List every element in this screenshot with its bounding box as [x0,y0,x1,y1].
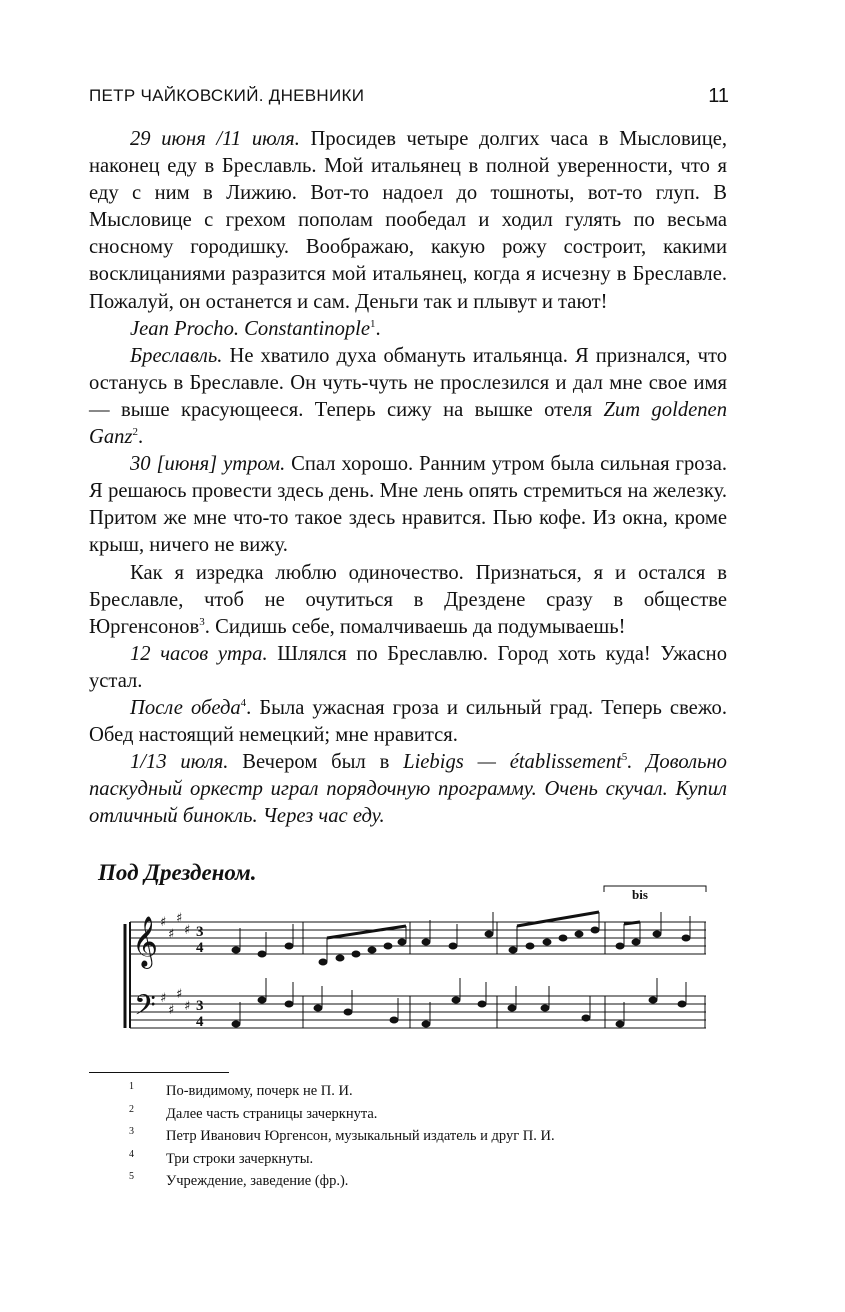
footnote-number: 2 [129,1103,134,1115]
footnote-text: Далее часть страницы зачеркнута. [166,1105,378,1122]
svg-text:♯: ♯ [160,915,167,930]
time-sig-bottom-bass: 4 [196,1014,204,1030]
footnote-ref: 2 [132,426,138,439]
footnote [89,1125,729,1148]
text-run: После обеда [130,696,241,719]
footnotes [89,1080,729,1193]
text-run: . Была ужасная гроза и сильный град. Теперь свежо. Обед настоящий немецкий; мне нравится. [89,696,727,747]
footnote-number: 4 [129,1148,134,1160]
svg-text:𝄞: 𝄞 [132,916,159,967]
time-sig-top-bass: 3 [196,998,204,1014]
time-sig-bottom-treble: 4 [196,940,204,956]
text-run: 29 июня /11 июля. [130,128,300,150]
paragraph [89,641,727,695]
paragraph [89,126,727,316]
page-number: 11 [708,84,729,107]
paragraph [89,749,727,830]
text-run: Спал хорошо. Ранним утром была сильная гроза. Я решаюсь провести здесь день. Мне лень опять стремиться на железку. Притом же мне что-то такое здесь нравится. Пью кофе. Из окна, кроме крыш, ничего не вижу. [89,453,728,557]
text-run: Не хватило духа обмануть итальянца. Я признался, что останусь в Бреславле. Он чуть-чуть не прослезился и дал мне свое имя — выше красующееся. Теперь сижу на вышке отеля [89,344,727,421]
text-run: Liebigs — établissement [403,751,622,774]
paragraph [89,560,727,641]
text-run: . [375,317,381,340]
footnote-ref: 5 [621,751,628,764]
footnote-ref: 4 [240,697,247,710]
footnote-number: 5 [129,1171,134,1182]
footnote [89,1170,729,1193]
paragraph [89,695,727,749]
footnote [89,1148,729,1171]
text-run: Вечером был в [228,751,404,774]
text-run: Бреславль. [130,344,223,367]
paragraph [89,451,727,559]
text-run: Zum goldenen Ganz [89,398,727,449]
footnote-rule [89,1072,229,1073]
body-text [89,126,727,830]
footnote-ref: 3 [199,615,205,628]
bis-mark: bis [632,887,648,902]
footnote [89,1103,729,1126]
text-run: Jean Procho. Constantinople [130,317,371,340]
text-run: Шлялся по Бреславлю. Город хоть куда! Ужасно устал. [89,642,728,692]
text-run: . Сидишь себе, помалчиваешь да подумываешь! [204,615,626,638]
svg-text:♯: ♯ [184,923,191,938]
paragraph [89,316,727,343]
text-run: . Довольно паскудный оркестр играл порядочную программу. Очень скучал. Купил отличный бинокль. Через час еду. [89,751,727,828]
text-run: . [137,426,144,449]
text-run: 30 [июня] утром. [130,453,286,476]
svg-text:♯: ♯ [168,927,175,942]
text-run: 1/13 июля. [130,751,229,774]
svg-text:♯: ♯ [168,1003,175,1018]
footnote-text: Три строки зачеркнуты. [166,1150,314,1167]
text-run: Как я изредка люблю одиночество. Признаться, я и остался в Бреславле, чтоб не очутиться в Дрездене сразу в обществе Юргенсонов [89,561,727,638]
svg-text:𝄢: 𝄢 [134,989,156,1029]
svg-text:♯: ♯ [160,991,167,1006]
running-head [89,84,729,108]
text-run: 12 часов утра. [130,642,268,665]
svg-text:♯: ♯ [176,911,183,926]
music-title: Под Дрезденом. [98,860,257,885]
running-title: ПЕТР ЧАЙКОВСКИЙ. ДНЕВНИКИ [89,86,365,105]
footnote-number: 1 [129,1081,134,1092]
footnote-number: 3 [129,1126,134,1137]
footnote-text: Учреждение, заведение (фр.). [166,1173,349,1189]
svg-text:♯: ♯ [176,987,183,1002]
music-score [92,852,717,1042]
text-run: Просидев четыре долгих часа в Мысловице, наконец еду в Бреславль. Мой итальянец в полной уверенности, что я еду с ним в Лижию. Вот-то надоел до тошноты, вот-то глуп. В Мысловице с грехом пополам пообедал и ходил гулять по весьма сносному городишку. Воображаю, какую рожу состроит, какими восклицаниями разразится мой итальянец, когда я исчезну в Бреславле. Пожалуй, он останется и сам. Деньги так и плывут и тают! [89,128,728,313]
time-sig-top-treble: 3 [196,924,204,940]
footnote [89,1080,729,1103]
paragraph [89,343,727,451]
svg-text:♯: ♯ [184,999,191,1014]
footnote-text: Петр Иванович Юргенсон, музыкальный издатель и друг П. И. [166,1128,555,1144]
footnote-ref: 1 [370,317,376,330]
footnote-text: По-видимому, почерк не П. И. [166,1083,353,1099]
